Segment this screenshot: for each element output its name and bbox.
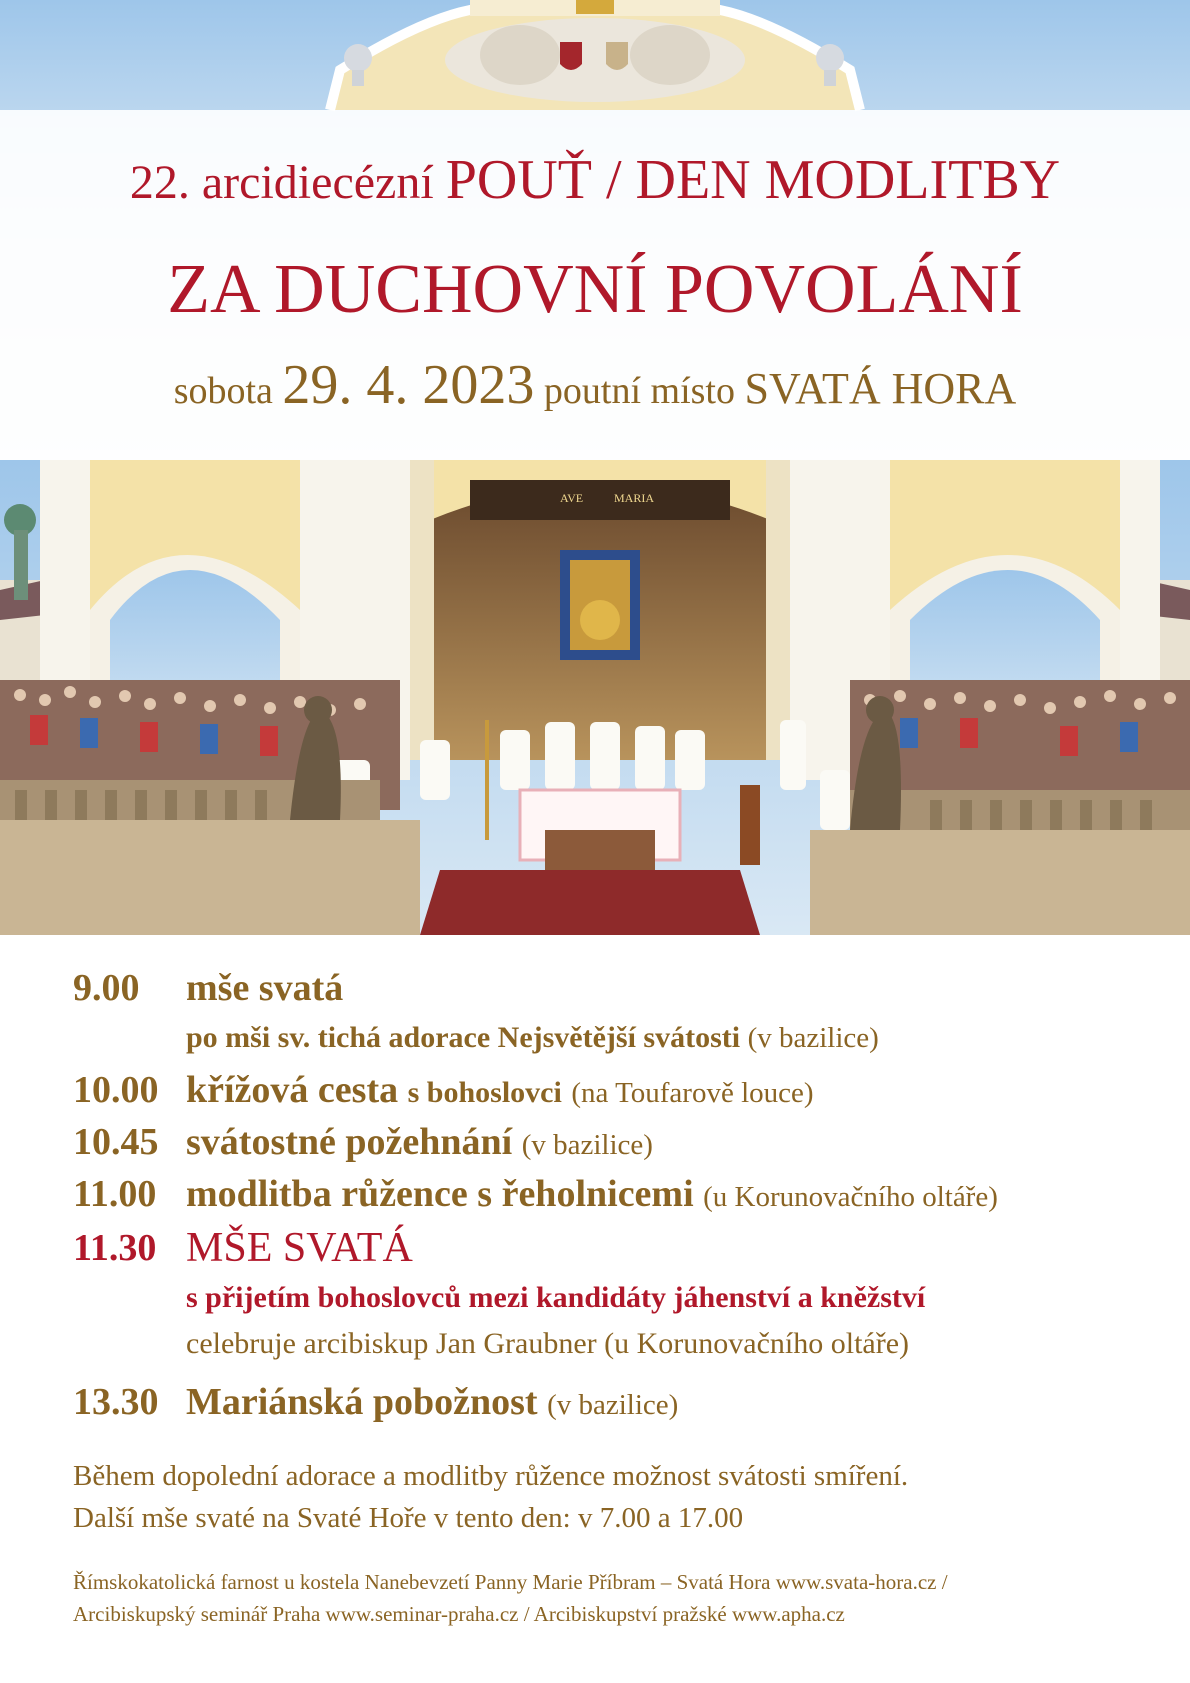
schedule-time: 10.45 (73, 1121, 159, 1163)
schedule-time: 11.30 (73, 1227, 157, 1269)
schedule-location: (v bazilice) (521, 1129, 653, 1161)
schedule-title-line (186, 1118, 653, 1169)
organizer-credits-line1: Římskokatolická farnost u kostela Nanebevzetí Panny Marie Příbram – Svatá Hora www.svata-hora.cz / (73, 1570, 948, 1594)
event-place: SVATÁ HORA (744, 364, 1017, 413)
schedule-time: 11.00 (73, 1173, 157, 1215)
confession-note: Během dopolední adorace a modlitby růžence možnost svátosti smíření. (73, 1460, 909, 1492)
schedule-title-line (186, 1066, 814, 1117)
schedule-title: Mariánská pobožnost (186, 1381, 538, 1423)
schedule-location: (v bazilice) (547, 1389, 679, 1421)
schedule-location: (u Korunovačního oltáře) (703, 1181, 998, 1213)
schedule-title: mše svatá (186, 967, 344, 1009)
schedule-location: (na Toufarově louce) (571, 1077, 814, 1109)
event-day: sobota (173, 370, 273, 412)
banner-maria: MARIA (614, 491, 655, 505)
event-subtitle: ZA DUCHOVNÍ POVOLÁNÍ (167, 251, 1023, 328)
schedule-detail-text: po mši sv. tichá adorace Nejsvětější svátosti (186, 1021, 741, 1054)
other-masses-note: Další mše svaté na Svaté Hoře v tento den: v 7.00 a 17.00 (73, 1502, 744, 1534)
event-date: 29. 4. 2023 (282, 354, 535, 416)
schedule-time: 13.30 (73, 1381, 159, 1423)
event-title-prefix: 22. arcidiecézní (129, 156, 434, 209)
schedule-title: křížová cesta (186, 1069, 399, 1111)
event-place-prefix: poutní místo (543, 370, 735, 412)
organizer-credits-line2: Arcibiskupský seminář Praha www.seminar-praha.cz / Arcibiskupství pražské www.apha.cz (73, 1602, 845, 1626)
schedule-time: 10.00 (73, 1069, 159, 1111)
schedule-celebrant: celebruje arcibiskup Jan Graubner (u Korunovačního oltáře) (186, 1327, 910, 1360)
schedule-title: modlitba růžence s řeholnicemi (186, 1173, 694, 1215)
schedule-detail (186, 1018, 879, 1058)
event-title-main: POUŤ / DEN MODLITBY (445, 149, 1061, 211)
schedule-subtitle: s bohoslovci (407, 1076, 562, 1109)
schedule-location: (v bazilice) (747, 1022, 879, 1054)
event-title (0, 150, 1190, 213)
schedule-title-line (186, 1170, 998, 1221)
pilgrimage-mass-photo (0, 460, 1190, 935)
schedule-detail: s přijetím bohoslovců mezi kandidáty jáhenství a kněžství (186, 1281, 926, 1314)
schedule-time: 9.00 (73, 967, 140, 1009)
schedule-title: svátostné požehnání (186, 1121, 513, 1163)
schedule-title: MŠE SVATÁ (186, 1225, 413, 1271)
event-date-place (0, 355, 1190, 421)
schedule-title-line (186, 1378, 678, 1429)
banner-ave: AVE (560, 491, 584, 505)
